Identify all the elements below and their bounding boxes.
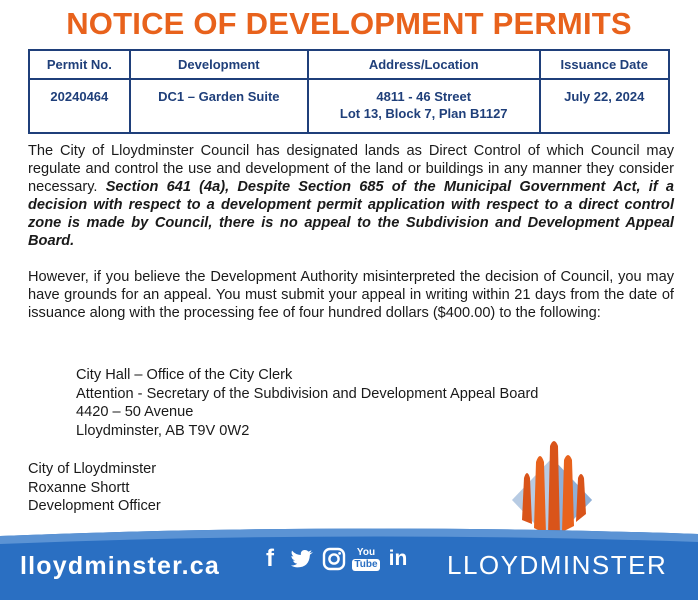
footer-bar [0,528,698,600]
header-permit-no: Permit No. [29,50,130,79]
permits-table [28,49,670,134]
linkedin-icon[interactable]: in [388,547,408,570]
appeal-address-block [76,366,538,440]
notice-title: NOTICE OF DEVELOPMENT PERMITS [66,6,632,41]
header-issuance-date: Issuance Date [540,50,670,79]
address-office: City Hall – Office of the City Clerk [76,367,293,383]
paragraph-emphasis-text: Section 641 (4a), Despite Section 685 of the Municipal Government Act, if a decision with respect to a development permit application with respect to a direct control zone is made by Council, there is no appeal to the Subdivision and Development Appeal Board. [28,179,674,249]
cell-address [308,79,540,133]
address-attention: Attention - Secretary of the Subdivision and Development Appeal Board [76,385,539,402]
youtube-tube-text: Tube [354,558,378,570]
instagram-icon[interactable] [320,544,348,574]
address-city: Lloydminster, AB T9V 0W2 [76,422,250,439]
signature-block [28,460,161,516]
direct-control-paragraph [28,142,674,250]
website-link[interactable]: lloydminster.ca [20,552,221,580]
paragraph-plain-text: The City of Lloydminster Council has designated lands as Direct Control of which Council may regulate and control the use and development of the land or buildings in any manner they consider necessary. [28,143,674,195]
signature-title: Development Officer [28,498,161,514]
cell-permit-no: 20240464 [29,79,130,133]
header-development: Development [130,50,308,79]
cell-issuance-date: July 22, 2024 [540,79,670,133]
header-address: Address/Location [308,50,540,79]
signature-organization: City of Lloydminster [28,461,157,477]
facebook-icon[interactable]: f [266,545,274,572]
brand-wordmark: LLOYDMINSTER [447,550,668,580]
address-line-1: 4811 - 46 Street [376,89,472,104]
twitter-icon[interactable] [288,544,316,574]
address-line-2: Lot 13, Block 7, Plan B1127 [339,106,508,121]
address-street: 4420 – 50 Avenue [76,404,194,420]
appeal-paragraph: However, if you believe the Development Authority misinterpreted the decision of Council, you may have grounds for an appeal. You must submit your appeal in writing within 21 days from the date of issuance along with the processing fee of four hundred dollars ($400.00) to the following: [28,269,674,321]
table-row [29,79,669,133]
table-header-row [29,50,669,79]
social-links [256,544,412,576]
signature-name: Roxanne Shortt [28,479,130,496]
cell-development: DC1 – Garden Suite [130,79,308,133]
youtube-you-text: You [356,546,376,558]
youtube-icon[interactable] [352,544,380,574]
